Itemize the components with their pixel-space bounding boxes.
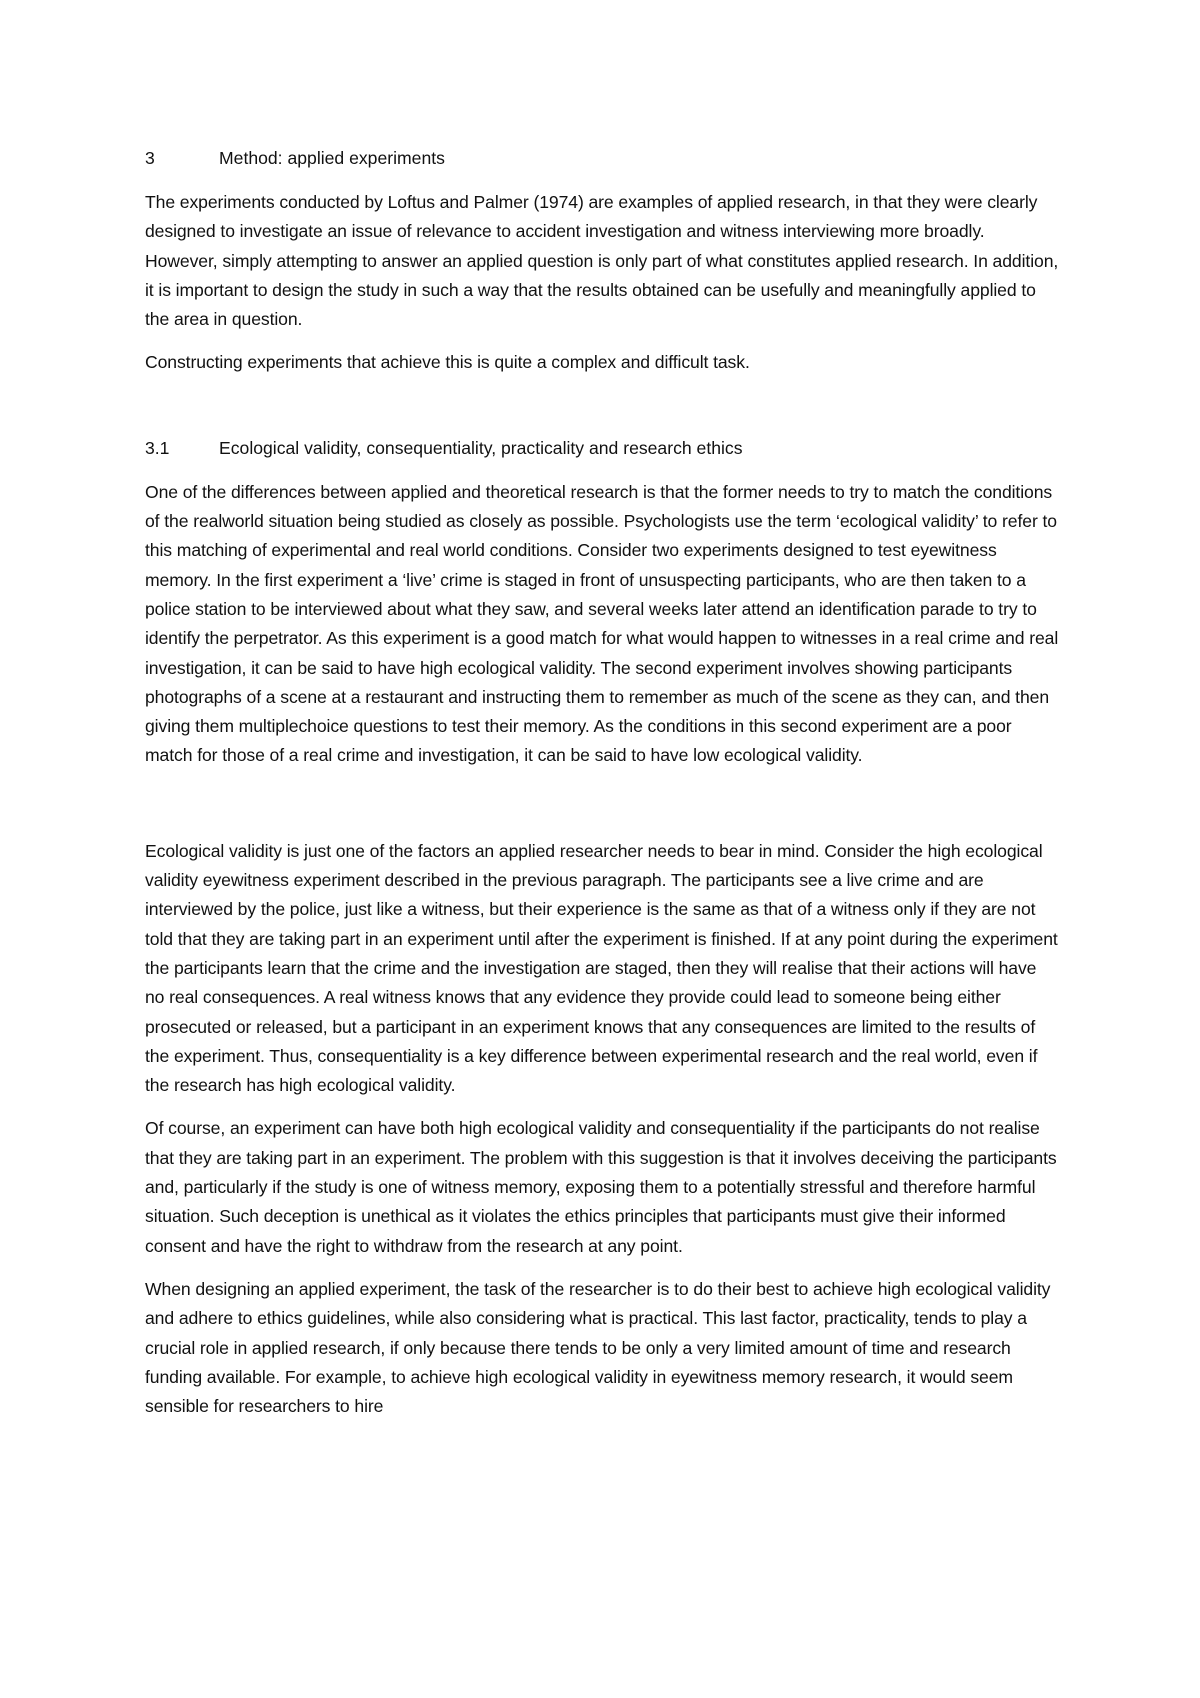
paragraph: Ecological validity is just one of the factors an applied researcher needs to bear in mind. Consider the high ecological validity eyewitness experiment described in the previous paragraph. The participants see a live crime and are interviewed by the police, just like a witness, but their experience is the same as that of a witness only if they are not told that they are taking part in an experiment until after the experiment is finished. If at any point during the experiment the participants learn that the crime and the investigation are staged, then they will realise that their actions will have no real consequences. A real witness knows that any evidence they provide could lead to someone being either prosecuted or released, but a participant in an experiment knows that any consequences are limited to the results of the experiment. Thus, consequentiality is a key difference between experimental research and the real world, even if the research has high ecological validity. [145,840,1058,1096]
paragraph: Constructing experiments that achieve this is quite a complex and difficult task. [145,352,750,373]
spacer [145,392,1060,436]
section-number: 3 [145,148,155,168]
paragraph: The experiments conducted by Loftus and Palmer (1974) are examples of applied research, in that they were clearly designed to investigate an issue of relevance to accident investigation and witness interviewing more broadly. However, simply attempting to answer an applied question is only part of what constitutes applied research. In addition, it is important to design the study in such a way that the results obtained can be usefully and meaningfully applied to the area in question. [145,192,1059,330]
section-title: Method: applied experiments [219,148,445,168]
section-3-1-heading [145,436,1060,460]
paragraph: Of course, an experiment can have both high ecological validity and consequentiality if the participants do not realise that they are taking part in an experiment. The problem with this suggestion is that it involves deceiving the participants and, particularly if the study is one of witness memory, exposing them to a potentially stressful and therefore harmful situation. Such deception is unethical as it violates the ethics principles that participants must give their informed consent and have the right to withdraw from the research at any point. [145,1118,1057,1256]
paragraph: One of the differences between applied and theoretical research is that the former needs to try to match the conditions of the realworld situation being studied as closely as possible. Psychologists use the term ‘ecological validity’ to refer to this matching of experimental and real world conditions. Consider two experiments designed to test eyewitness memory. In the first experiment a ‘live’ crime is staged in front of unsuspecting participants, who are then taken to a police station to be interviewed about what they saw, and several weeks later attend an identification parade to try to identify the perpetrator. As this experiment is a good match for what would happen to witnesses in a real crime and real investigation, it can be said to have high ecological validity. The second experiment involves showing participants photographs of a scene at a restaurant and instructing them to remember as much of the scene as they can, and then giving them multiplechoice questions to test their memory. As the conditions in this second experiment are a poor match for those of a real crime and investigation, it can be said to have low ecological validity. [145,481,1059,766]
section-3-heading [145,146,1060,170]
spacer [145,785,1060,837]
document-page [145,146,1060,1435]
section-title: Ecological validity, consequentiality, practicality and research ethics [219,437,743,458]
paragraph: When designing an applied experiment, the task of the researcher is to do their best to achieve high ecological validity and adhere to ethics guidelines, while also considering what is practical. This last factor, practicality, tends to play a crucial role in applied research, if only because there tends to be only a very limited amount of time and research funding available. For example, to achieve high ecological validity in eyewitness memory research, it would seem sensible for researchers to hire [145,1278,1051,1417]
section-number: 3.1 [145,437,170,458]
